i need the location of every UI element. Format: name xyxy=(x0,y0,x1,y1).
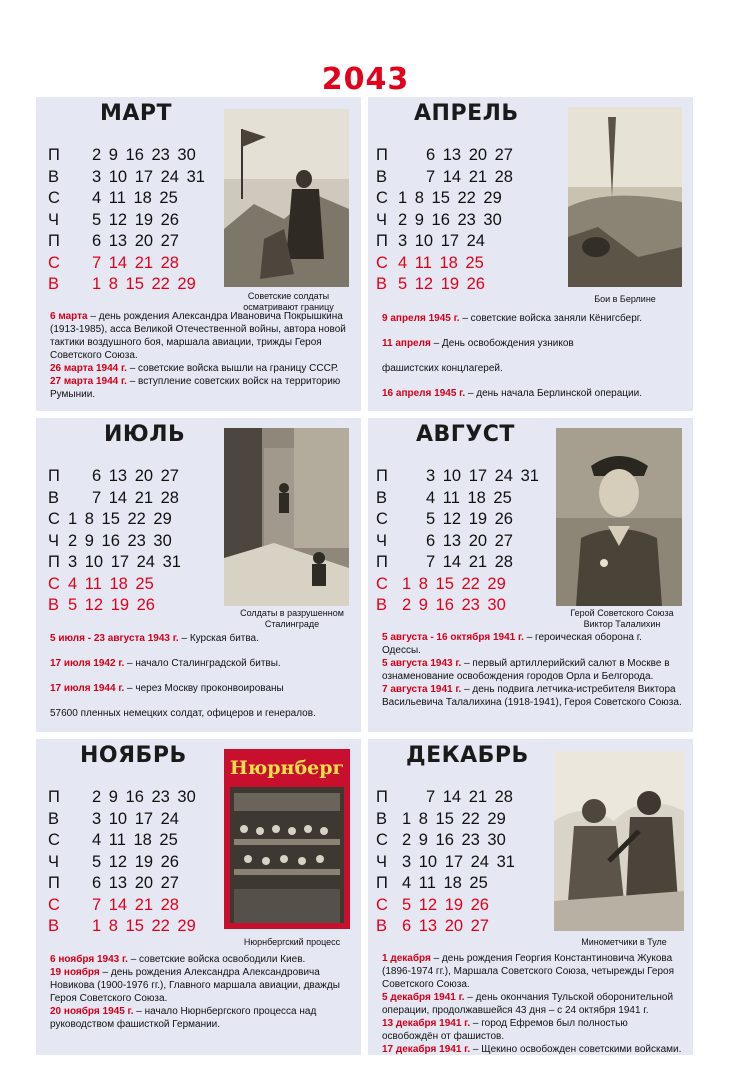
event-item: 6 ноября 1943 г. – советские войска освободили Киев. xyxy=(50,954,306,965)
photo-caption: Бои в Берлине xyxy=(594,294,656,304)
week-row: П 3 10 17 24 xyxy=(376,232,485,250)
month-panel-march xyxy=(36,97,361,411)
event-item: 16 апреля 1945 г. – день начала Берлинской операции. xyxy=(382,388,642,399)
week-row: П 2 9 16 23 30 xyxy=(48,146,196,164)
events-list xyxy=(382,631,683,709)
month-calendar xyxy=(376,466,539,617)
week-row: Ч 5 12 19 26 xyxy=(48,210,179,229)
calendar-year: 2043 xyxy=(321,62,410,97)
week-row: С 4 11 18 25 xyxy=(48,189,178,207)
events-list xyxy=(50,953,351,1031)
photo-caption: Нюрнбергский процесс xyxy=(243,937,341,947)
events-list xyxy=(50,632,351,720)
month-calendar xyxy=(376,787,515,938)
event-item: 6 марта – день рождения Александра Ивановича Покрышкина (1913-1985), асса Великой Отечественной войны, автора новой тактики воздушного боя, маршала авиации, трижды Героя Советского Союза. xyxy=(50,311,346,361)
event-item: 5 августа 1943 г. – первый артиллерийский салют в Москве в ознаменование освобождения городов Орла и Белгорода. xyxy=(382,658,670,682)
event-item: 57600 пленных немецких солдат, офицеров и генералов. xyxy=(50,708,316,719)
event-item: 17 июля 1942 г. – начало Сталинградской битвы. xyxy=(50,658,281,669)
weekend-row: В 6 13 20 27 xyxy=(376,917,489,935)
photo-talalikhin-portrait xyxy=(556,428,682,606)
events-list xyxy=(50,310,351,401)
week-row: В 3 10 17 24 xyxy=(48,809,179,828)
week-row: П 6 13 20 27 xyxy=(48,467,179,485)
weekend-row: С 5 12 19 26 xyxy=(376,895,489,914)
photo-caption: Минометчики в Туле xyxy=(581,937,667,947)
event-item: 7 августа 1941 г. – день подвига летчика-истребителя Виктора Васильевича Талалихина (1918-1941), Героя Советского Союза. xyxy=(382,684,682,708)
week-row: П 7 14 21 28 xyxy=(376,788,513,806)
weekend-row: В 1 8 15 22 29 xyxy=(48,917,196,935)
weekend-row: С 7 14 21 28 xyxy=(48,253,179,272)
weekend-row: В 1 8 15 22 29 xyxy=(48,275,196,293)
photo-mortar-crew-tula xyxy=(554,751,684,931)
month-panel-august xyxy=(368,418,693,732)
weekend-row: В 5 12 19 26 xyxy=(376,275,485,293)
month-title: АПРЕЛЬ xyxy=(414,101,519,126)
event-item: 5 декабря 1941 г. – день окончания Тульской оборонительной операции, продолжавшейся 43 дня – с 24 октября 1941 г. xyxy=(382,992,674,1016)
event-item: 5 июля - 23 августа 1943 г. – Курская битва. xyxy=(50,633,259,644)
weekend-row: С 7 14 21 28 xyxy=(48,895,179,914)
week-row: С 1 8 15 22 29 xyxy=(376,189,502,207)
photo-stalingrad-ruins xyxy=(224,428,349,606)
event-item: 5 августа - 16 октября 1941 г. – героическая оборона г. Одессы. xyxy=(382,632,642,656)
week-row: П 3 10 17 24 31 xyxy=(48,553,181,571)
event-item: 9 апреля 1945 г. – советские войска заняли Кёнигсберг. xyxy=(382,313,642,324)
week-row: В 7 14 21 28 xyxy=(48,488,179,507)
event-item: 1 декабря – день рождения Георгия Константиновича Жукова (1896-1974 гг.), Маршала Советского Союза, четырежды Героя Советского Союза. xyxy=(382,953,675,990)
month-panel-november xyxy=(36,739,361,1055)
photo-caption: Советские солдаты осматривают границу xyxy=(243,291,334,312)
week-row: В 4 11 18 25 xyxy=(376,488,512,507)
week-row: П 4 11 18 25 xyxy=(376,874,488,892)
event-item: 26 марта 1944 г. – советские войска вышли на границу СССР. xyxy=(50,363,339,374)
event-item: фашистских концлагерей. xyxy=(382,363,503,374)
month-calendar xyxy=(376,145,513,296)
week-row: Ч 3 10 17 24 31 xyxy=(376,852,515,871)
week-row: В 7 14 21 28 xyxy=(376,167,513,186)
month-title: АВГУСТ xyxy=(416,422,515,447)
week-row: П 6 13 20 27 xyxy=(48,232,179,250)
month-panel-april xyxy=(368,97,693,411)
week-row: Ч 5 12 19 26 xyxy=(48,852,179,871)
event-item: 11 апреля – День освобождения узников xyxy=(382,338,574,349)
week-row: С 5 12 19 26 xyxy=(376,510,513,528)
week-row: С 1 8 15 22 29 xyxy=(48,510,172,528)
event-item: 20 ноября 1945 г. – начало Нюрнбергского процесса над руководством фашисткой Германии. xyxy=(50,1006,317,1030)
photo-soldiers-border xyxy=(224,109,349,287)
events-list xyxy=(382,312,683,400)
event-item: 17 июля 1944 г. – через Москву проконвоированы xyxy=(50,683,284,694)
week-row: С 4 11 18 25 xyxy=(48,831,178,849)
weekend-row: В 2 9 16 23 30 xyxy=(376,596,506,614)
weekend-row: С 1 8 15 22 29 xyxy=(376,574,506,593)
month-title: МАРТ xyxy=(100,101,173,126)
event-item: 27 марта 1944 г. – вступление советских войск на территорию Румынии. xyxy=(50,376,341,400)
weekend-row: С 4 11 18 25 xyxy=(376,253,484,272)
week-row: П 3 10 17 24 31 xyxy=(376,467,539,485)
month-title: ИЮЛЬ xyxy=(104,422,186,447)
event-item: 13 декабря 1941 г. – город Ефремов был полностью освобождён от фашистов. xyxy=(382,1018,628,1042)
photo-nuremberg-poster xyxy=(224,749,350,929)
photo-caption: Герой Советского Союза Виктор Талалихин xyxy=(570,608,674,629)
month-panel-december xyxy=(368,739,693,1055)
month-calendar xyxy=(48,466,181,617)
events-list xyxy=(382,952,683,1055)
month-title: ДЕКАБРЬ xyxy=(406,743,529,768)
week-row: Ч 2 9 16 23 30 xyxy=(48,531,172,550)
event-item: 19 ноября – день рождения Александра Александровича Новикова (1900-1976 гг.), Главного маршала авиации, дважды Героя Советского Союза. xyxy=(50,967,340,1004)
poster-title: Нюрнберг xyxy=(229,757,345,779)
weekend-row: С 4 11 18 25 xyxy=(48,574,154,593)
weekend-row: В 5 12 19 26 xyxy=(48,596,155,614)
month-title: НОЯБРЬ xyxy=(80,743,187,768)
photo-caption: Солдаты в разрушенном Сталинграде xyxy=(240,608,344,629)
week-row: Ч 6 13 20 27 xyxy=(376,531,513,550)
week-row: П 6 13 20 27 xyxy=(48,874,179,892)
photo-berlin-battle xyxy=(568,107,682,287)
event-item: 17 декабря 1941 г. – Щекино освобожден советскими войсками. xyxy=(382,1044,682,1055)
month-calendar xyxy=(48,145,205,296)
week-row: П 2 9 16 23 30 xyxy=(48,788,196,806)
week-row: П 7 14 21 28 xyxy=(376,553,513,571)
week-row: Ч 2 9 16 23 30 xyxy=(376,210,502,229)
week-row: П 6 13 20 27 xyxy=(376,146,513,164)
month-panel-july xyxy=(36,418,361,732)
week-row: В 1 8 15 22 29 xyxy=(376,809,506,828)
week-row: С 2 9 16 23 30 xyxy=(376,831,506,849)
week-row: В 3 10 17 24 31 xyxy=(48,167,205,186)
month-calendar xyxy=(48,787,196,938)
